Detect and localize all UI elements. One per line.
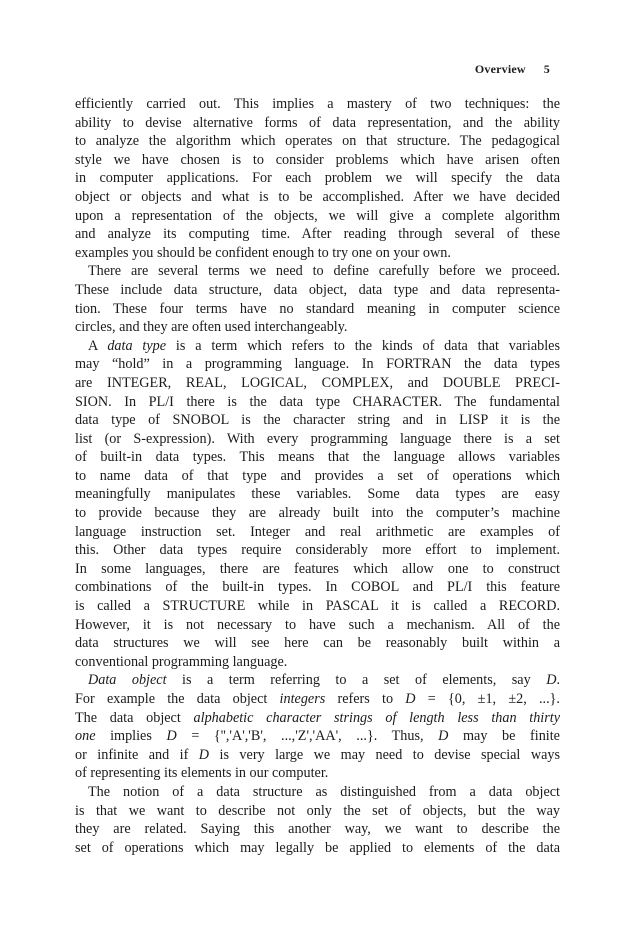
text-line: conventional programming language. (75, 653, 288, 670)
text-line: The notion of a data structure as distinguished from a data object (88, 783, 560, 800)
text-line: data type of SNOBOL is the character string and in LISP it is the (75, 412, 560, 429)
math-set: = {0, ±1, ±2, ...}. (415, 691, 560, 707)
example-term: integers (279, 691, 326, 707)
text-line: language instruction set. Integer and real arithmetic are examples of (75, 523, 560, 540)
example-term: alphabetic character strings of length less than thirty (193, 709, 561, 726)
text-line: However, it is not necessary to have such a mechanism. All of the (75, 616, 560, 633)
text-line (75, 709, 560, 728)
text-run: refers to (325, 691, 406, 707)
text-line: this. Other data types require considerably more effort to implement. (75, 542, 560, 559)
example-term: one (75, 728, 96, 745)
text-run: For example the data object (75, 691, 280, 707)
text-line: SION. In PL/I there is the data type CHARACTER. The fundamental (75, 393, 560, 410)
text-line: style we have chosen is to consider problems which have arisen often (75, 151, 560, 168)
paragraph-5 (75, 783, 560, 857)
text-line (75, 690, 560, 709)
text-run: or infinite and if (75, 746, 199, 763)
running-head (475, 62, 550, 77)
text-run: . (556, 672, 560, 689)
running-head-title: Overview (474, 62, 526, 76)
paragraph-4 (75, 671, 560, 783)
text-line: may “hold” in a programming language. In FORTRAN the data types (75, 356, 560, 373)
math-variable: D (546, 672, 557, 689)
math-variable: D (438, 728, 449, 745)
text-line: examples you should be confident enough to try one on your own. (75, 244, 451, 261)
text-line: of representing its elements in our computer. (75, 765, 329, 782)
math-set: = {'','A','B', ...,'Z','AA', ...} (176, 728, 374, 745)
text-line: are INTEGER, REAL, LOGICAL, COMPLEX, and DOUBLE PRECI- (75, 374, 560, 391)
text-line: to name data of that type and provides a set of operations which (75, 467, 560, 484)
math-variable: D (198, 746, 210, 763)
page-number: 5 (543, 62, 550, 76)
text-line: to analyze the algorithm which operates on that structure. The pedagogical (75, 133, 560, 150)
text-run: may be finite (448, 728, 560, 745)
text-line: In some languages, there are features which allow one to construct (75, 560, 560, 577)
body-text (75, 95, 560, 857)
text-line: These include data structure, data object, data type and data representa- (75, 281, 560, 298)
text-line: in computer applications. For each problem we will specify the data (75, 170, 560, 187)
text-run: is very large we may need to devise special ways (209, 746, 560, 763)
text-line (75, 337, 560, 356)
text-line: to provide because they are already built into the computer’s machine (75, 505, 560, 522)
text-line: There are several terms we need to define carefully before we proceed. (88, 263, 560, 280)
text-line: meaningfully manipulates these variables. Some data types are easy (75, 486, 560, 503)
defined-term-data-object: Data object (88, 672, 167, 689)
text-line: is that we want to describe not only the set of objects, but the way (75, 802, 560, 819)
text-run: is a term which refers to the kinds of data that variables (166, 337, 560, 354)
text-line: combinations of the built-in types. In COBOL and PL/I this feature (75, 579, 560, 596)
math-variable: D (405, 691, 416, 707)
text-line: data structures we will see here can be reasonably built within a (75, 635, 560, 652)
text-line: set of operations which may legally be applied to elements of the data (75, 839, 560, 856)
text-line: ability to devise alternative forms of data representation, and the ability (75, 114, 560, 131)
text-line: upon a representation of the objects, we will give a complete algorithm (75, 207, 560, 224)
text-line (75, 746, 560, 765)
text-line (75, 671, 560, 690)
text-line: is called a STRUCTURE while in PASCAL it is called a RECORD. (75, 598, 560, 615)
text-line: list (or S-expression). With every programming language there is a set (75, 430, 560, 447)
defined-term-data-type: data type (107, 337, 167, 354)
text-line: they are related. Saying this another way, we want to describe the (75, 821, 560, 838)
text-line: efficiently carried out. This implies a mastery of two techniques: the (75, 96, 560, 112)
paragraph-1 (75, 95, 560, 262)
text-run: is a term referring to a set of elements, say (166, 672, 547, 689)
paragraph-3 (75, 337, 560, 672)
text-line: tion. These four terms have no standard meaning in computer science (75, 300, 560, 317)
text-run: implies (95, 728, 167, 745)
text-line: and analyze its computing time. After reading through several of these (75, 226, 560, 243)
paragraph-2 (75, 262, 560, 336)
text-line (75, 727, 560, 746)
text-run: The data object (75, 709, 194, 726)
text-line: of built-in data types. This means that the language allows variables (75, 449, 560, 466)
text-run: . Thus, (373, 728, 439, 745)
text-run: A (88, 337, 108, 354)
math-variable: D (166, 728, 177, 745)
text-line: object or objects and what is to be accomplished. After we have decided (75, 188, 560, 205)
text-line: circles, and they are often used interchangeably. (75, 319, 348, 336)
